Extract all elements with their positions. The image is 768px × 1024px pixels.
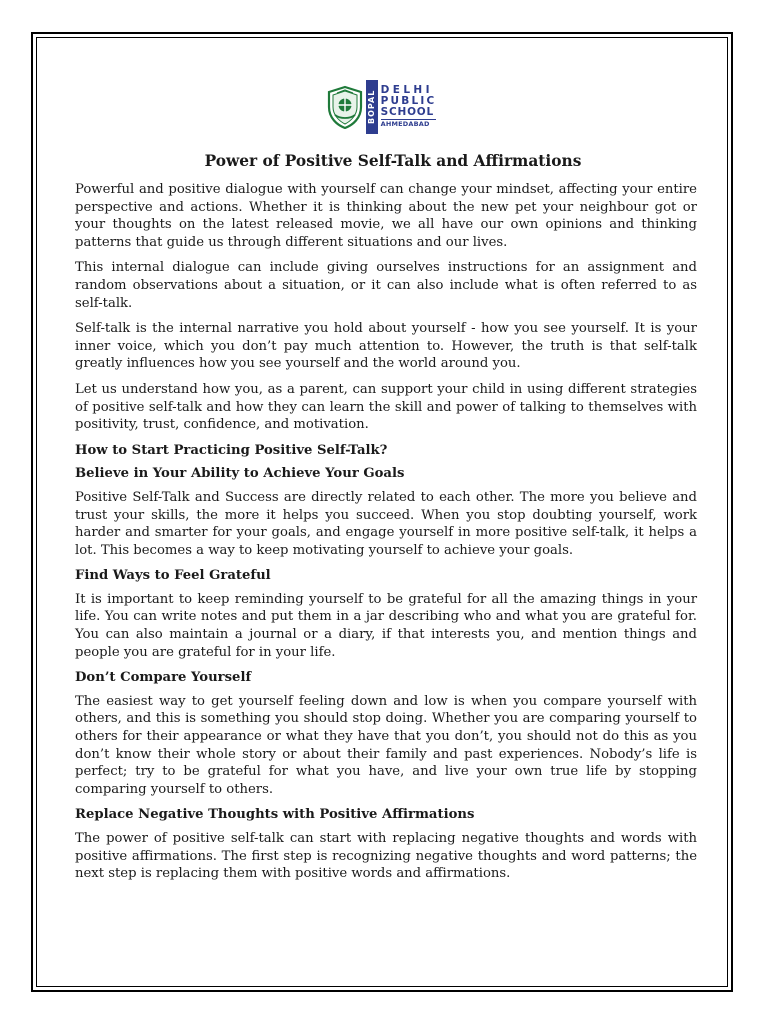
document-title: Power of Positive Self-Talk and Affirmations <box>204 152 582 170</box>
subsection-heading: Believe in Your Ability to Achieve Your Goals <box>75 466 405 482</box>
subsection-heading: Replace Negative Thoughts with Positive Affirmations <box>75 807 475 823</box>
intro-paragraph: Self-talk is the internal narrative you hold about yourself - how you see yourself. It is your inner voice, which you don’t pay much attention to. However, the truth is that self-talk greatly influences how you see yourself and the world around you. <box>75 321 697 372</box>
logo-line-city: AHMEDABAD <box>381 119 437 129</box>
intro-paragraph: This internal dialogue can include giving ourselves instructions for an assignment and random observations about a situation, or it can also include what is often referred to as self-talk. <box>75 260 697 311</box>
document-body <box>75 78 697 891</box>
intro-paragraph: Let us understand how you, as a parent, can support your child in using different strategies of positive self-talk and how they can learn the skill and power of talking to themselves with positivity, trust, confidence, and motivation. <box>75 381 697 433</box>
subsection-paragraph: The easiest way to get yourself feeling down and low is when you compare yourself with others, and this is something you should stop doing. Whether you are comparing yourself to others for their appearance or what they have that you don’t, you should not do this as you don’t know their whole story or about their family and past experiences. Nobody’s life is perfect; try to be grateful for what you have, and live your own true life by stopping comparing yourself to others. <box>75 693 697 797</box>
section-heading: How to Start Practicing Positive Self-Talk? <box>75 442 388 458</box>
school-name <box>381 85 437 129</box>
logo-line-school: SCHOOL <box>380 106 435 118</box>
logo-side-label: BOPAL <box>366 80 378 134</box>
subsection-paragraph: It is important to keep reminding yourself to be grateful for all the amazing things in your life. You can write notes and put them in a jar describing who and what you are grateful for. You can also maintain a journal or a diary, if that interests you, and mention things and people you are grateful for in your life. <box>75 591 697 660</box>
logo-line-public: PUBLIC <box>380 95 437 107</box>
school-crest-icon <box>326 85 364 129</box>
school-logo <box>65 78 697 136</box>
subsection-paragraph: Positive Self-Talk and Success are directly related to each other. The more you believe and trust your skills, the more it helps you succeed. When you stop doubting yourself, work harder and smarter for your goals, and engage yourself in more positive self-talk, it helps a lot. This becomes a way to keep motivating yourself to achieve your goals. <box>75 489 697 558</box>
subsection-heading: Find Ways to Feel Grateful <box>75 568 271 584</box>
subsection-heading: Don’t Compare Yourself <box>75 670 252 686</box>
subsection-paragraph: The power of positive self-talk can start with replacing negative thoughts and words with positive affirmations. The first step is recognizing negative thoughts and word patterns; the next step is replacing them with positive words and affirmations. <box>75 831 697 882</box>
intro-paragraph: Powerful and positive dialogue with yourself can change your mindset, affecting your entire perspective and actions. Whether it is thinking about the new pet your neighbour got or your thoughts on the latest released movie, we all have our own opinions and thinking patterns that guide us through different situations and our lives. <box>75 182 697 250</box>
logo-line-delhi: DELHI <box>380 84 433 96</box>
